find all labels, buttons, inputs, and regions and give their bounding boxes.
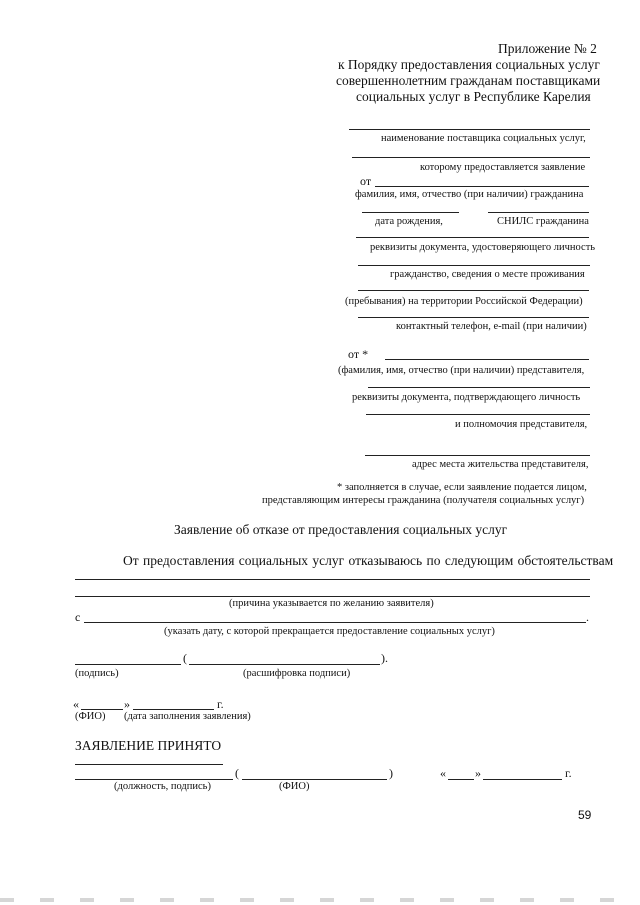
document-title: Заявление об отказе от предоставления социальных услуг xyxy=(174,522,508,537)
representative-name-line[interactable] xyxy=(385,359,589,360)
page-number: 59 xyxy=(578,808,592,822)
reason-caption: (причина указывается по желанию заявителя) xyxy=(229,598,434,609)
footnote-line-2: представляющим интересы гражданина (получателя социальных услуг) xyxy=(262,495,585,506)
footnote-line-1: * заполняется в случае, если заявление подается лицом, xyxy=(337,482,587,493)
statement-text: От предоставления социальных услуг отказываюсь по следующим обстоятельствам xyxy=(123,553,614,568)
fio-caption-2: (ФИО) xyxy=(279,781,310,792)
quote-open: « xyxy=(73,697,79,711)
quote-open-2: « xyxy=(440,766,446,780)
birth-date-caption: дата рождения, xyxy=(375,216,443,227)
fio-citizen-caption: фамилия, имя, отчество (при наличии) гражданина xyxy=(355,189,584,200)
rep-address-caption: адрес места жительства представителя, xyxy=(412,459,589,470)
paren-open: ( xyxy=(183,651,187,665)
signature-line[interactable] xyxy=(75,664,181,665)
signature-caption: (подпись) xyxy=(75,668,119,679)
snils-line[interactable] xyxy=(488,212,589,213)
date-from-label: с xyxy=(75,610,81,624)
reason-line-1[interactable] xyxy=(75,579,590,580)
year-suffix: г. xyxy=(217,697,224,711)
paren-open-2: ( xyxy=(235,766,239,780)
termination-date-line[interactable] xyxy=(84,622,586,623)
provider-name-caption: наименование поставщика социальных услуг, xyxy=(381,133,586,144)
header-line-4: социальных услуг в Республике Карелия xyxy=(356,89,591,104)
position-line-1[interactable] xyxy=(75,764,223,765)
decode-caption: (расшифровка подписи) xyxy=(243,668,351,679)
citizenship-caption: гражданство, сведения о месте проживания xyxy=(390,269,585,280)
position-caption: (должность, подпись) xyxy=(114,781,211,792)
residence-line[interactable] xyxy=(358,290,589,291)
quote-close-2: » xyxy=(475,766,481,780)
rep-address-line[interactable] xyxy=(365,455,590,456)
rep-document-caption: реквизиты документа, подтверждающего личность xyxy=(352,392,581,403)
year-suffix-2: г. xyxy=(565,766,572,780)
period-mark: . xyxy=(586,610,589,624)
paren-close-2: ) xyxy=(389,766,393,780)
paren-close: ). xyxy=(381,651,388,665)
to-whom-line[interactable] xyxy=(352,157,590,158)
from-label: от xyxy=(360,174,372,188)
from-line[interactable] xyxy=(375,186,589,187)
signature-decode-line[interactable] xyxy=(189,664,380,665)
rep-powers-line[interactable] xyxy=(366,414,590,415)
rep-document-line[interactable] xyxy=(368,387,590,388)
birth-date-line[interactable] xyxy=(362,212,459,213)
id-document-caption: реквизиты документа, удостоверяющего личность xyxy=(370,242,596,253)
from-representative-label: от * xyxy=(348,347,369,361)
date-caption: (указать дату, с которой прекращается предоставление социальных услуг) xyxy=(164,626,495,637)
accepted-heading: ЗАЯВЛЕНИЕ ПРИНЯТО xyxy=(75,738,222,753)
fill-day-line[interactable] xyxy=(81,709,123,710)
accept-month-line[interactable] xyxy=(483,779,562,780)
to-whom-caption: которому предоставляется заявление xyxy=(420,162,586,173)
citizenship-line[interactable] xyxy=(358,265,590,266)
fio-caption: (ФИО) xyxy=(75,711,106,722)
rep-powers-caption: и полномочия представителя, xyxy=(455,419,588,430)
scan-edge-marks xyxy=(0,898,640,902)
header-line-3: совершеннолетним гражданам поставщиками xyxy=(336,73,601,88)
fill-month-line[interactable] xyxy=(133,709,214,710)
header-line-2: к Порядку предоставления социальных услуг xyxy=(338,57,600,72)
contact-line[interactable] xyxy=(358,317,589,318)
fill-date-caption: (дата заполнения заявления) xyxy=(124,711,251,722)
reason-line-2[interactable] xyxy=(75,596,590,597)
accept-day-line[interactable] xyxy=(448,779,474,780)
id-document-line[interactable] xyxy=(356,237,589,238)
position-line-2[interactable] xyxy=(75,779,233,780)
snils-caption: СНИЛС гражданина xyxy=(497,216,589,227)
provider-name-line[interactable] xyxy=(349,129,590,130)
residence-caption: (пребывания) на территории Российской Федерации) xyxy=(345,296,583,307)
fio-representative-caption: (фамилия, имя, отчество (при наличии) представителя, xyxy=(338,365,585,376)
accepted-fio-line[interactable] xyxy=(242,779,387,780)
quote-close: » xyxy=(124,697,130,711)
contact-caption: контактный телефон, e-mail (при наличии) xyxy=(396,321,587,332)
appendix-number: Приложение № 2 xyxy=(498,41,597,56)
